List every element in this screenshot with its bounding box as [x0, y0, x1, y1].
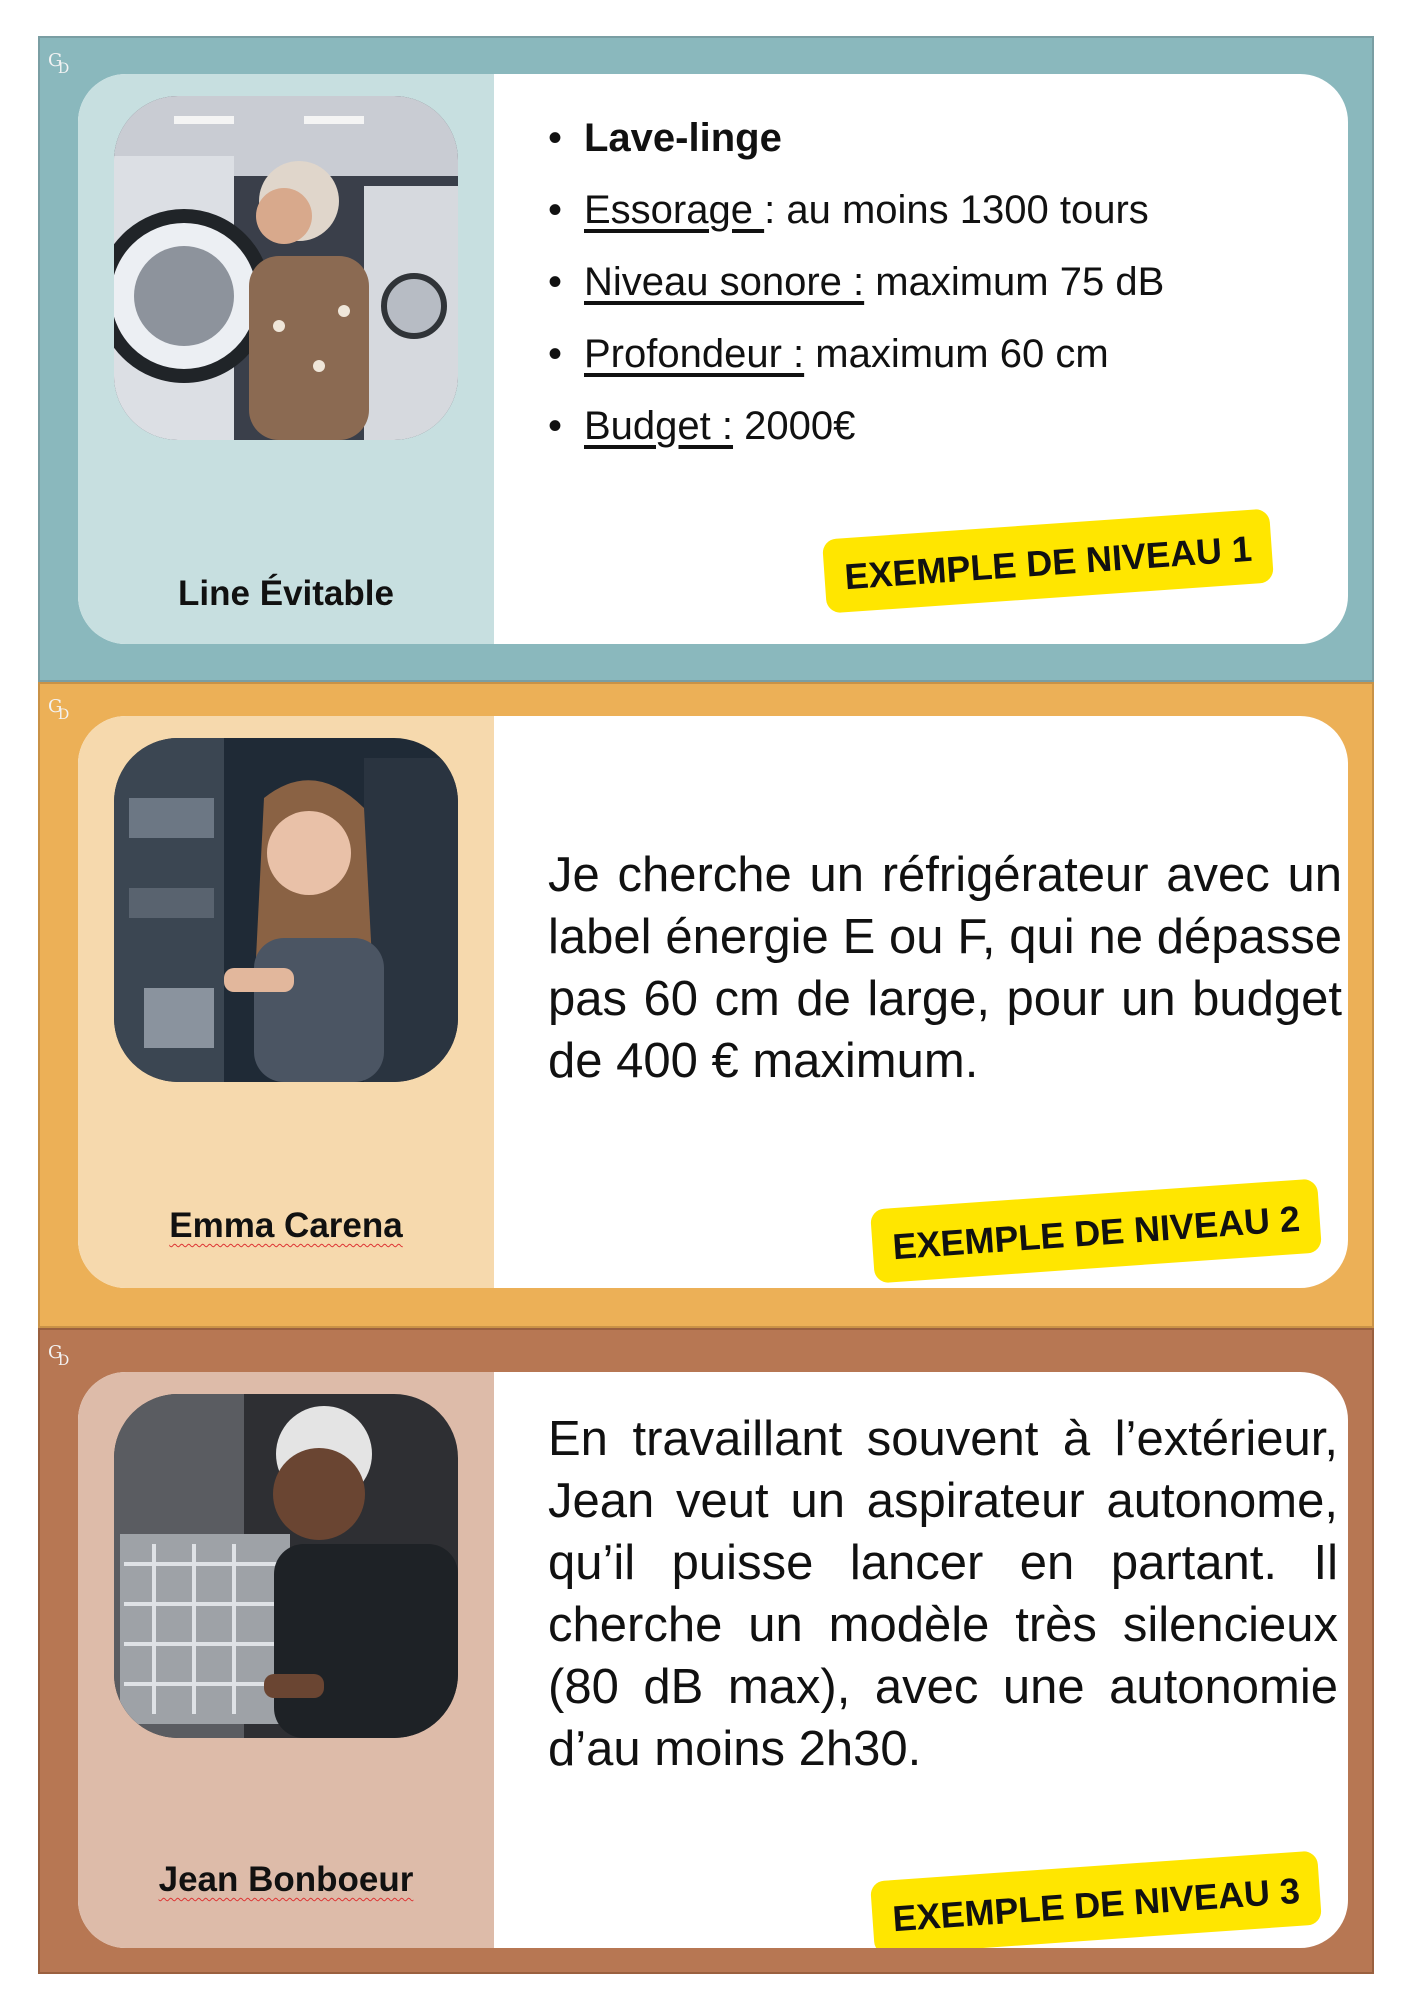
gd-logo-icon	[46, 692, 78, 724]
girl-appliance-photo	[114, 738, 458, 1082]
list-item	[548, 390, 1164, 462]
svg-text:D: D	[58, 707, 70, 723]
list-item	[548, 246, 1164, 318]
item-label: Budget :	[584, 404, 734, 448]
item-label: Essorage	[584, 188, 765, 232]
card-3	[78, 1372, 1348, 1948]
woman-washing-machines-photo	[114, 96, 458, 440]
person-name-3	[78, 1860, 494, 1900]
person-name-2	[78, 1206, 494, 1246]
card-panel-3	[38, 1328, 1374, 1974]
item-label: Lave-linge	[584, 116, 782, 160]
card-1	[78, 74, 1348, 644]
card-3-left	[78, 1372, 494, 1948]
gd-logo-icon	[46, 46, 78, 78]
svg-text:D: D	[58, 61, 70, 77]
requirements-list	[548, 102, 1164, 462]
list-item	[548, 174, 1164, 246]
list-item	[548, 318, 1164, 390]
svg-text:G: G	[48, 1342, 63, 1363]
list-item	[548, 102, 1164, 174]
svg-text:G: G	[48, 696, 63, 717]
item-value: 2000€	[733, 404, 856, 448]
card-panel-1	[38, 36, 1374, 682]
level-badge-1: EXEMPLE DE NIVEAU 1	[822, 508, 1274, 613]
person-name-1: Line Évitable	[178, 574, 394, 613]
item-value: maximum 60 cm	[804, 332, 1109, 376]
card-2	[78, 716, 1348, 1288]
level-badge-3: EXEMPLE DE NIVEAU 3	[870, 1850, 1322, 1948]
request-text-3: En travaillant souvent à l’extérieur, Jean veut un aspirateur autonome, qu’il puisse lancer en partant. Il cherche un modèle très silencieux (80 dB max), avec une autonomie d’au moins 2h30.	[548, 1412, 1338, 1776]
person-name-text: Emma Carena	[169, 1206, 403, 1245]
item-label: Profondeur :	[584, 332, 805, 376]
svg-text:G: G	[48, 50, 63, 71]
card-3-right	[494, 1372, 1348, 1948]
person-name-text: Jean Bonboeur	[158, 1860, 414, 1899]
card-1-right	[494, 74, 1348, 644]
gd-logo-icon	[46, 1338, 78, 1370]
card-2-right	[494, 716, 1348, 1288]
card-2-left	[78, 716, 494, 1288]
man-dishwasher-photo	[114, 1394, 458, 1738]
card-panel-2	[38, 682, 1374, 1328]
level-badge-2: EXEMPLE DE NIVEAU 2	[870, 1178, 1322, 1283]
svg-text:D: D	[58, 1353, 70, 1369]
item-label: Niveau sonore :	[584, 260, 865, 304]
item-value: maximum 75 dB	[864, 260, 1165, 304]
card-1-left	[78, 74, 494, 644]
request-text-2: Je cherche un réfrigérateur avec un label énergie E ou F, qui ne dépasse pas 60 cm de large, pour un budget de 400 € maximum.	[548, 848, 1342, 1088]
item-value: : au moins 1300 tours	[764, 188, 1149, 232]
